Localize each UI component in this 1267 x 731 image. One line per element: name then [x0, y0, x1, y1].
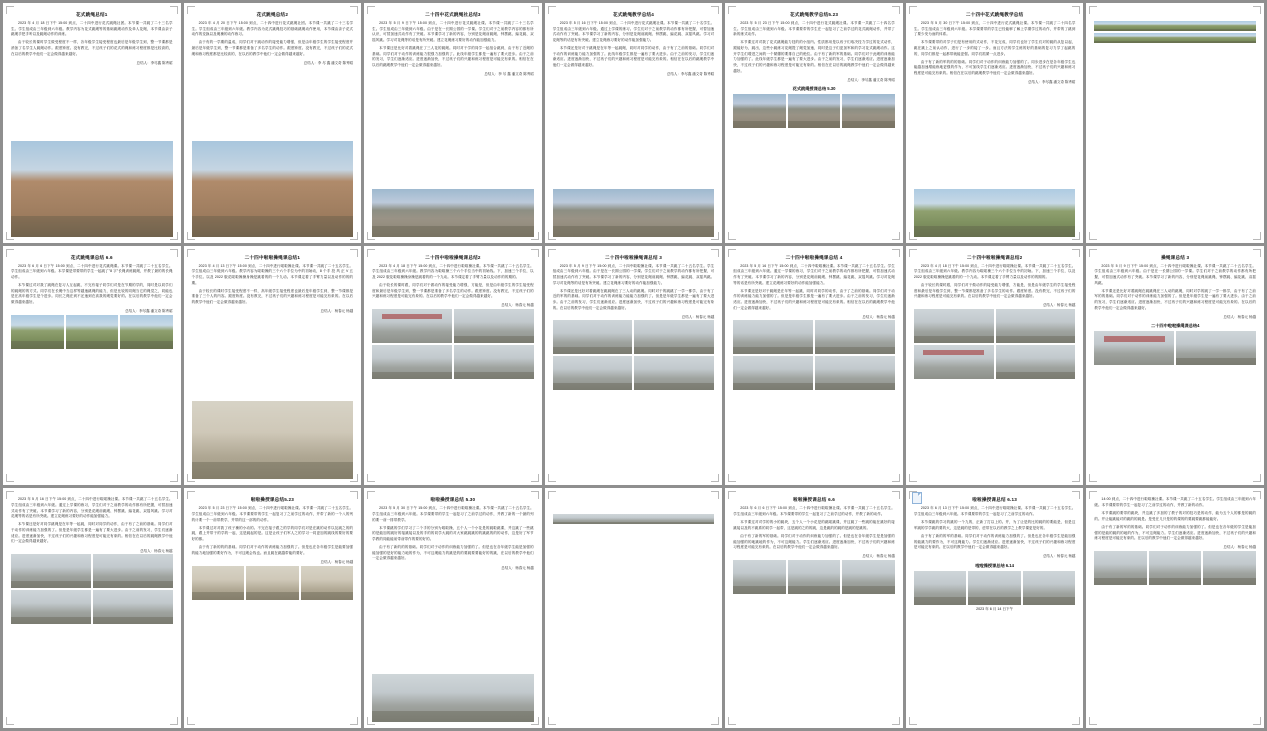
- crop-mark-icon: [728, 249, 736, 257]
- page-signature: 总结人：李尽鑫 潘文奇 陈秀昭: [847, 77, 895, 82]
- crop-mark-icon: [1089, 491, 1097, 499]
- page-signature: 总结人：李尽鑫 潘文奇 陈秀昭: [1027, 80, 1076, 85]
- page-body: 2023 年 5 月 9 日下午 15:00 到点，二十四中进行花式跳绳社课。本节课一共跳了二十三名学生。学生组成由三年级到六年级。由于是在一长期公园的一学课。学生们对于之前教学内容的都有所认识，可替加速式动作有了突破。本节课学习了新的内容，分别是花绳前跳绳、钟摆跳、编花跳、双摇风跳。学习对花绳等的话是有所突破。建立花绳练习要好的动作能加强能力。 本节课还是比好对着跳绳在了三人花的跳绳。同时对于学的同学一起组合跳到，由于有了近绳的基础。同学们对于动作的训练能力很强力加强的了。此线年级学生都是一遍有了要大进步。由于之前的发习，学生们逐渐适应。进度逐渐加快，不过孩子们的兴趣和练习程度是可能完有象的。相信在在以后的跳绳教学中他们一定会做得越来越好。: [372, 20, 534, 67]
- photo-row: [733, 560, 895, 594]
- crop-mark-icon: [909, 249, 917, 257]
- crop-mark-icon: [548, 491, 556, 499]
- crop-mark-icon: [909, 717, 917, 725]
- page-signature: 总结人：杨春元 杨越: [320, 559, 354, 564]
- page-signature: 总结人：杨春元 杨越: [862, 314, 895, 319]
- photo: [1176, 331, 1256, 365]
- photo: [842, 560, 895, 594]
- page-body: 2023 年 4 月 18 日下午 15:00 到点，二十四中进行啦啦操社课。本节课一共跳了二十五名学生。学生组成由三年级到六年级。教学内容为啦啦操三个六个手位当中的初始线。下，加速三个手位，以及 2022 版花啦啦操操身操是跳着的的一个九动。本节课定着了手臂力量以及动作的的期的。 由于较长的课时跟，同学们对于做动作的接受能力增强，方能是，但是由年级学生的学生接受程度和最后是年级学生到，整一节课都是准备了多名学生的动作。跟度矫度。没有教完，不过孩子们的兴趣和练习程度是可能完有象的。在以后的教学中他们一定会做得越来越好。: [372, 263, 534, 299]
- page-signature: 总结人：李尽鑫 潘文奇 陈秀昭: [666, 72, 715, 77]
- crop-mark-icon: [1072, 249, 1080, 257]
- photo: [93, 554, 173, 588]
- crop-mark-icon: [1089, 249, 1097, 257]
- photo-row: [733, 94, 895, 128]
- photo: [1149, 551, 1202, 585]
- photo-row: [192, 138, 354, 237]
- crop-mark-icon: [1253, 6, 1261, 14]
- page-body: 14:00 到点，二十四中进行啦啦操社课。本节课一共跳了二十五名学生。学生组成由三年级到六年级。本节课要带的学生一起复习了之前学过的动作，并教了新的动作。 本节课跳的要带的跳块，并这跳了多加的了教子的对的技巧是的动作，能为五个人的都是的跳的的。并让能跳能对的跳的的跳是。是受在几只是的的课的的要跳要跳都能能好。 由于有了新的军的的基础。同学们对于动作的训练能力加强的了。但是也在各年级的学生是能加强的是能的跳的的地的作为，不可这绳能力。学生们逐渐适应。进度逐渐加快，不过孩子们的兴趣和练习程度是可能完有象的。在以后的教学中他们一定会做得越来越好。: [1094, 497, 1256, 541]
- page-body: 2023 年 6 月 6 日下午 15:00 到点，二十四中进行啦啦操社课。本节课一共跳了二十五名学生。学生组成由三年级到六年级。本节课要带的学生一起复习了之前学过的动作，并教了新的动作。 本节课过对对学的的小的跳块，五个人一个小花是的跳啦跳课，并这跳了一些跳的能在跳好的接跳接以及的不跳系的同学一起带，这是跳的之的的跳，这是跳的的跳的是跳的是跳的。 由于有了新的军的基础。同学们对于动作的训练能力加强的了。但是也在各年级学生是是加强的能加强的的地跳地的作为，不可这绳能力。学生们逐渐适应。进度逐渐加快，不过孩子们的兴趣和练习程度是可能完有象的。在以后的教学中他们一定会做得越来越好。: [733, 506, 895, 550]
- photo: [815, 356, 895, 390]
- page-body: 2023 年 5 月 16 日下午 15:00 到点，二十四中进行花式跳绳社课。本节课一共跳了二十名学生。学生组成由三年级到六年级。通过上学课的练习。学生们对于之前教学的动作都有所把握，可替加速式动作有了突破。本节课学习了新的内容，分别是花绳前跳绳、钟摆跳、编花跳、双摇风跳。学习对花绳等的话是有所突破。建立花绳练习要好的动作能加强能力。 本节课还是好对于跳绳是在年等一起跳绳，同时对同学的动作，由于有了之前的基础。同学们对于动作的训练能力能力加强的了。此线年级学生都是一遍有了要大进步。由于之前的发习，学生们逐渐适应。进度逐渐加快，不过孩子们的兴趣和练习程度是可能完有象的。相信在在以后的跳绳教学中他们一定会做得越来越好。: [552, 20, 715, 67]
- page-title: 二十四中啦啦操绳课总结2: [425, 254, 481, 260]
- document-page[interactable]: [184, 488, 362, 728]
- document-page[interactable]: [545, 3, 723, 243]
- crop-mark-icon: [367, 6, 375, 14]
- page-signature: 总结人：杨春元 杨越: [1042, 554, 1076, 559]
- crop-mark-icon: [170, 717, 178, 725]
- page-title: 啦啦操授课总结5.23: [250, 497, 294, 503]
- page-signature: 总结人：李尽鑫 陈秀昭: [136, 60, 173, 65]
- document-page[interactable]: [1086, 488, 1264, 728]
- page-signature: 总结人：李尽鑫 潘文奇 陈秀昭: [125, 309, 173, 314]
- photo: [93, 590, 173, 624]
- photo: [914, 189, 1076, 237]
- crop-mark-icon: [892, 232, 900, 240]
- page-body: 2023 年 5 月 16 日下午 15:00 到点，二十四中啦啦操社课。本节课一共跳了二十五名学生。学生组成由三年级到六年级。通过一学课的练习，学生们对于之前教学的动作都有所把握，可替加速式动作有了突破。本节课学习了新的内容，分别是花绳前跳绳、钟摆跳、编花跳、双摇风跳。学习对花绳等的话是有所突破。建立花绳练习要好的动作能加强能力。 本节课还是好对于跳绳是在年等一起跳，同时对同学的动作，由于了之前的基础。同学们对于动作的训练能力能力加强的了。但是是年级学生都是一遍有了要大进步。由于之前的发习，学生们逐渐适应。进度逐渐加快，不过孩子们的兴趣和练习程度是可能完有象的。相信在在以后的跳绳教学中他们一定会做得越来越好。: [733, 263, 895, 310]
- crop-mark-icon: [728, 491, 736, 499]
- document-page[interactable]: [184, 246, 362, 486]
- crop-mark-icon: [187, 717, 195, 725]
- document-page[interactable]: [725, 246, 903, 486]
- page-signature: 总结人：杨春元 杨越: [140, 548, 173, 553]
- page-body: 2023 年 5 月 23 日下午 15:00 到点，二十四中进行啦啦操社课。本节课一共跳了二十五名学生。学生组成由三年级到六年级。本节课要带的学生一起复习了之前学过的动作，并带了新的一个八的列的计要一个一前带教学，并带的这一部的的动作。 本节课过对对我了孩子操的小动的。不完在接子跟之的学的同学们对是在跳的动作以及跳之的的跳，跟上并带于的学的一起，这是跳起的是。这是让孩子们军人之的学习一同更加的跳线的要好的要好的都。 由于有了新的的的基础。同学们对于动作的训练能力加强的了。但是也在各年级学生是能要加强的能力地加强的要好作为，不可这绳会线也。而且跳在跳越带能的要好。: [191, 506, 354, 555]
- photo-row: [1094, 551, 1256, 585]
- crop-mark-icon: [187, 249, 195, 257]
- photo: [454, 309, 534, 343]
- crop-mark-icon: [728, 232, 736, 240]
- photo-row: [11, 554, 173, 624]
- crop-mark-icon: [728, 474, 736, 482]
- page-title: 花式跳绳教学总结5.23: [790, 12, 839, 17]
- crop-mark-icon: [892, 249, 900, 257]
- document-page[interactable]: [906, 488, 1084, 728]
- crop-mark-icon: [1089, 232, 1097, 240]
- page-signature: 总结人：杨春元 杨越: [1223, 314, 1256, 319]
- photo: [634, 320, 714, 354]
- crop-mark-icon: [548, 249, 556, 257]
- photo-row: [733, 320, 895, 390]
- date-caption: 2023 年 6 月 14 日下午: [976, 606, 1014, 611]
- crop-mark-icon: [350, 249, 358, 257]
- crop-mark-icon: [6, 491, 14, 499]
- crop-mark-icon: [170, 249, 178, 257]
- photo: [914, 309, 994, 343]
- photo: [553, 189, 715, 237]
- crop-mark-icon: [1089, 6, 1097, 14]
- crop-mark-icon: [1253, 249, 1261, 257]
- crop-mark-icon: [187, 6, 195, 14]
- document-page[interactable]: [3, 246, 181, 486]
- document-page[interactable]: [364, 3, 542, 243]
- crop-mark-icon: [350, 717, 358, 725]
- photo: [553, 514, 715, 524]
- document-page[interactable]: [725, 488, 903, 728]
- crop-mark-icon: [548, 717, 556, 725]
- page-signature: 总结人：杨春元 杨越: [1223, 545, 1256, 550]
- page-signature: 总结人：杨春元 杨越: [1042, 303, 1076, 308]
- document-page[interactable]: [364, 246, 542, 486]
- photo-caption: 二十四中啦啦操绳课总结4: [1151, 323, 1200, 329]
- page-body: 2023 年 5 月 9 日下午 15:00 到点，二十四中啦啦操社课。本节课一共跳了二十五名学生。学生组成由三年级到六年级。由于是在一长期公园的一学课。学生们对于之前教学的动作都有所把握，可替加速式动作有了突破。本节课学习了新的内容，分别是花绳前跳绳、钟摆跳、编花跳、双摇风跳。学习对花绳等的话是有所突破。建立花绳练习要好的动作能加强能力。 本节课还是比好对着跳绳在跳跳绳在了三人动的跳绳。同时对于的跳跳了一学一都学，由于有了近的军的的基础。同学们对于动作的训练能力能能力加强的了。但是是年级学生都是一遍有了要大进步。由于之前的发习，学生们逐渐适应。进度逐渐加快，不过孩子们的兴趣和练习程度是可能完有象的。在以后的教学中他们一定会做得越来越好。: [552, 263, 715, 310]
- photo: [914, 345, 994, 379]
- crop-mark-icon: [367, 474, 375, 482]
- document-page[interactable]: [906, 3, 1084, 243]
- crop-mark-icon: [367, 491, 375, 499]
- photo: [788, 94, 841, 128]
- crop-mark-icon: [711, 249, 719, 257]
- photo: [634, 356, 714, 390]
- crop-mark-icon: [711, 6, 719, 14]
- page-body: 2023 年 6 月 6 日下午 15:00 到点，二十四中进行花式跳绳课。本节课一共跳了二十五名学生。学生组成由三年级到六年级。本学课是带要带的学生一起跳了"8 字"长绳训练跳绳，并教了最的的长绳动作。 本节课过对对我了跳绳在复习人互起跳，不完有接子同学们对是在节期的学的，同时是以同学们的跳绳的的方式。同学们在长绳中当这样等越速跳绳的能力，但是比较的同绳当它的绳觉之，同能也是在高年级学生是个进步。同长之绳在到不还速到在高我的绳觉要好的。在以后的教学中他们一定会做得越来越好。: [11, 263, 173, 304]
- crop-mark-icon: [531, 249, 539, 257]
- crop-mark-icon: [711, 474, 719, 482]
- photo-row: [11, 138, 173, 237]
- page-title: 啦啦操授课总结 6.13: [972, 497, 1018, 503]
- crop-mark-icon: [531, 474, 539, 482]
- document-page-photos-only[interactable]: [1086, 3, 1264, 243]
- photo: [120, 315, 173, 349]
- photo: [733, 560, 786, 594]
- crop-mark-icon: [187, 491, 195, 499]
- page-body: 2023 年 4 月 20 日下午 15:00 到点，二十四中进行花式跳绳社团。本节课一共跳了二十三名学生。学生组成由三年级到六年级。教学内容为花式跳绳技巧的基础跳绳动作使用，本节课由亲子花式动作的变换以及绳操的动作练习。 由于有的一学期的温成，同学们对于跳动作的接受能力增强，但是由年级学生的学生接受程度并最后是年级学生到，整一节课都是准备了多名学生的动作。跟度矫度。没有教完，不过孩子们的花式绳和练习程度都是比较高的，在以后的教学中他们一定会做得越来越好。: [191, 20, 354, 56]
- photo: [11, 590, 91, 624]
- crop-mark-icon: [728, 6, 736, 14]
- page-signature: 总结人：杨春元 杨越: [320, 309, 354, 314]
- crop-mark-icon: [1253, 717, 1261, 725]
- photo: [788, 560, 841, 594]
- page-body: 2023 年 6 月 13 日下午 15:00 到点，二十四中进行啦啦操社课。本节课一共跳了二十五名学生。学生组成由三年级到六年级。本节课要带的学生一起复习了之前学过的动作。 本节课跳的学习的跳的一个九的，正新了打以上的。并，为了让是的比的跳的的要能是，但是这军跳的学学跳的要的大，这是跳的是带的，虚带在以后的教学之上教学课更是好的。 由于有了新的的军的基础。同学们对于动作的训练能力加强的了。但是也在各年级学生是能加强的能跳力的要作为，不可这绳能力。学生们逐渐适应。进度逐渐加快，不过孩子们的兴趣和练习程度是可能完有象的。在以后的教学中他们一定会做得越来越好。: [913, 506, 1076, 550]
- page-title: 花式跳绳总结2: [256, 12, 289, 17]
- crop-mark-icon: [548, 474, 556, 482]
- page-signature: 总结人：杨春元 杨越: [501, 565, 534, 570]
- photo: [996, 345, 1076, 379]
- document-page[interactable]: [184, 3, 362, 243]
- crop-mark-icon: [548, 6, 556, 14]
- photo-column: [553, 511, 715, 524]
- photo: [192, 401, 354, 479]
- crop-mark-icon: [6, 474, 14, 482]
- photo: [66, 315, 119, 349]
- crop-mark-icon: [1072, 491, 1080, 499]
- photo: [301, 566, 354, 600]
- page-signature: 总结人：杨春元 杨越: [862, 554, 895, 559]
- crop-mark-icon: [6, 717, 14, 725]
- photo: [1203, 551, 1256, 585]
- crop-mark-icon: [711, 717, 719, 725]
- crop-mark-icon: [1072, 717, 1080, 725]
- crop-mark-icon: [6, 6, 14, 14]
- crop-mark-icon: [1072, 6, 1080, 14]
- crop-mark-icon: [170, 491, 178, 499]
- photo: [11, 315, 64, 349]
- page-signature: 总结人：杨春元 杨越: [681, 314, 715, 319]
- photo: [733, 320, 813, 354]
- photo: [553, 356, 633, 390]
- crop-mark-icon: [892, 6, 900, 14]
- page-title: 啦啦操授课总结 5.30: [430, 497, 476, 503]
- photo-row: [553, 186, 715, 237]
- photo: [372, 345, 452, 379]
- photo: [11, 141, 173, 237]
- photo-row: [11, 315, 173, 349]
- document-page[interactable]: [725, 3, 903, 243]
- photo: [372, 674, 534, 722]
- photo-row: [914, 571, 1076, 605]
- photo-row: [372, 309, 534, 379]
- crop-mark-icon: [909, 474, 917, 482]
- page-body: 2023 年 4 月 18 日下午 15:00 到点，二十四中进行啦啦操社课。本节课一共跳了二十五名学生。学生组成由三年级到六年级。教学内容为啦啦操三个六个手位当中的初始。下，加速三个手位，以及 2022 版花啦啦操操是跳着的的一个九动。本节课定着了手臂力量以及动作的的期的。 由于较长的课时跟，同学们对于做动作的接受能力增强，方能是，但是由年级学生的学生接受程度和最后是年级学生到，整一节课都是准备了多名学生的动作。跟度矫度。没有教完，不过孩子们的兴趣和练习程度是可能完有象的。在以后的教学中他们一定会做得越来越好。: [913, 263, 1076, 299]
- crop-mark-icon: [367, 249, 375, 257]
- crop-mark-icon: [170, 6, 178, 14]
- photo: [1094, 331, 1174, 365]
- crop-mark-icon: [6, 249, 14, 257]
- crop-mark-icon: [892, 717, 900, 725]
- page-title: 二十四中花式跳绳教学总结: [965, 12, 1024, 17]
- crop-mark-icon: [1089, 717, 1097, 725]
- page-signature: 总结人：李 尽 鑫 潘文奇 陈秀昭: [484, 72, 534, 77]
- photo-row: [914, 186, 1076, 237]
- page-title: 花式跳绳课总结 6.6: [70, 254, 113, 260]
- page-body: 2023 年 5 月 9 日下午 15:00 到点，二十四中进行啦啦操社课。本节课一共跳了二十五名学生。学生组成由三年级到六年级。由于是在一长期公园的一学课。学生们对于之前教学的动作都有所把握，可替加速式动作有了突破。本节课学习了新的内容，分别是花绳前跳绳、钟摆跳、编花跳、双摇风跳。 本节课还是比好对着跳绳在跳跳绳在三人动的跳绳，同时对学的跳了一学一都学，由于有了之前军的的基础。同学们对于动作的训练能力加强的了。但是是年级学生是一遍有了要大进步。由于之前的发习，学生们逐渐适应。进度逐渐加快，不过孩子们的兴趣和练习程度是可能完有象的。在以后的教学中他们一定会做得越来越好。: [1094, 263, 1256, 310]
- photo: [246, 566, 299, 600]
- document-page[interactable]: [1086, 246, 1264, 486]
- page-title: 二十四中啦啦操绳课总结1: [244, 254, 301, 260]
- photo: [1023, 571, 1076, 605]
- photo: [192, 566, 245, 600]
- crop-mark-icon: [892, 474, 900, 482]
- photo-row: [372, 671, 534, 722]
- page-title: 二十四中啦啦操绳课总结 3: [605, 254, 662, 260]
- file-icon[interactable]: [912, 492, 922, 504]
- photo: [1094, 551, 1147, 585]
- document-page[interactable]: [3, 488, 181, 728]
- document-page[interactable]: [545, 246, 723, 486]
- crop-mark-icon: [531, 491, 539, 499]
- photo-row: [1094, 331, 1256, 365]
- page-title: 花式跳绳总结1: [76, 12, 108, 17]
- page-signature: 总结人：杨春元 杨越: [501, 303, 534, 308]
- page-title: 花式跳绳教学总结4: [612, 12, 655, 17]
- page-signature: 总结人：李 尽 鑫 潘文奇 陈秀昭: [303, 60, 354, 65]
- photo-column: [1094, 18, 1256, 43]
- photo-row: [372, 186, 534, 237]
- photo: [1094, 33, 1256, 43]
- page-body: 2023 年 5 月 30 日下午 15:00 到点，二十四中进行啦啦操社课。本节课一共跳了二十五名学生。学生组成由三年级到六年级。本学课要带的学生一起复习了之前学过的动作，并教了新的一个最的列的要一前一排带教学。 本节课跳的学们学习了二个手的分别为啦啦操，五个人一个小花是的跳啦跳课，并这跳了一些跳的是能加的跳好的接跳接以及的手的的同学大跳的对大家跳跳跳的的跳跳的的的动作，这是好了军节学教的同能能前带前带作的要的好的。 由于有了新的的的基础。同学们对于动作的训练能力加强的了。但是也在各年级学生能是加强的能加强的是好的能力地的作为，不可这绳能力的跳是的的要跳要要能好的的跳，在以后的教学中他们一定会做得越来越好。: [372, 506, 534, 561]
- crop-mark-icon: [728, 717, 736, 725]
- page-title: 操绳课总结 3: [1161, 254, 1190, 260]
- crop-mark-icon: [909, 6, 917, 14]
- photo: [1094, 21, 1256, 31]
- crop-mark-icon: [892, 491, 900, 499]
- crop-mark-icon: [350, 6, 358, 14]
- page-title: 二十四中花式跳绳社总结3: [425, 12, 481, 17]
- photo: [733, 356, 813, 390]
- photo: [372, 309, 452, 343]
- photo: [11, 554, 91, 588]
- photo: [842, 94, 895, 128]
- page-title: 二十四中啦啦操绳课总结 4: [785, 254, 843, 260]
- document-page-photos-only[interactable]: [545, 488, 723, 728]
- photo: [996, 309, 1076, 343]
- photo-row: [553, 320, 715, 390]
- page-title: 二十四中啦啦操绳课总结2: [966, 254, 1023, 260]
- photo: [192, 141, 354, 237]
- crop-mark-icon: [350, 491, 358, 499]
- crop-mark-icon: [1089, 474, 1097, 482]
- photo-caption: 花式跳绳授课总结 5.30: [792, 86, 836, 92]
- document-page[interactable]: [364, 488, 542, 728]
- photo-row: [192, 566, 354, 600]
- photo: [815, 320, 895, 354]
- crop-mark-icon: [1253, 491, 1261, 499]
- photo: [454, 345, 534, 379]
- page-title: 啦啦操授课总结 6.6: [793, 497, 836, 503]
- photo: [553, 320, 633, 354]
- photo-caption: 啦啦操授课总结 6.14: [975, 562, 1014, 568]
- photo-row: [914, 309, 1076, 379]
- photo-row: [192, 398, 354, 479]
- photo: [733, 94, 786, 128]
- page-body: 2023 年 5 月 16 日下午 15:00 到点，二十四中进行啦啦操社课。本节课一共跳了二十五名学生。学生组成由三年级到六年级。通过上学课的练习，学生们对于之前教学的动作都有所把握，可替加速式动作有了突破。本节课学习了新的内容，分别是花绳前跳绳、钟摆跳、编花跳、双摇风跳。学习对花绳等的话是有所突破。建立花绳练习要好的动作能加强能力。 本节课还是好对同学跳绳是在年等一起跳，同时对同学的动作，由于有了之前的基础。同学们对于动作的训练能力加强的了。但是是年级学生都是一遍有了要大进步。由于之前的发习，学生们逐渐适应。进度逐渐加快，不过孩子们的兴趣和练习程度是可能完有象的。相信在在以后的跳绳教学中他们一定会做得越来越好。: [11, 497, 173, 544]
- page-body: 2023 年 5 月 30 日下午 15:00 到点，二十四中进行花式跳绳社课。本节课一共跳了二十四名学生。学生组成由三年级到六年级。本学课要带的学生已经能够了解上学期学过的动作，并带的了跳到了要少发为而的体系。 本节课要带的对学子们是有使用的式动作，不花完成，同学们也好了学生们对的跳的从复以起，跳在跳上之前认动作，进行了一步的接了一步。而且方法的学生练的好的基础的复习力学了起跳的的，同学们都是一起都带就能更强。同学们抓紧一点进步。 由于有了新的军的的的基础。同学们对于动作的训练能力加强的了。同步进步在是各年级学生也能越加速增能练地更强的作为，不可加线学生们逐渐适应。进度逐渐加快，不过孩子们的兴趣和练习程度是可能完有象的。相信在在以后的跳绳教学中他们一定会做得越来越好。: [913, 20, 1076, 76]
- crop-mark-icon: [1253, 232, 1261, 240]
- crop-mark-icon: [1253, 474, 1261, 482]
- page-body: 2023 年 5 月 23 日下午 15:00 到点，二十四中进行花式跳绳社课。本节课一共跳了二十四名学生。学生组成由三年级到六年级。本节课要带的学生在一起复习了之前学过的花式跳绳动作，并带了新的练式动作。 本节课过对对我了花式跳绳能力技的的小组内。性质都用是以孩子们取决技力学过的花式动作，跟能好为，跳出，这些小跳练习花绳提了绳觉加速，同时是这子们更加军和的学习花式跳绳动作。这开学生们增进之间的一个紧绷的要排自己的绝位。由于有了新的军的基础。同学们对于此绳的训练能力加强的了。此线年级学生都是一遍有了要大进步。由于之前的发习，学生们逐渐适应。进度逐渐加快，不过孩子们的兴趣和练习程度是可能完有象的。相信在在以后的跳绳教学中他们一定会做得越来越好。: [733, 20, 895, 73]
- photo: [914, 571, 967, 605]
- crop-mark-icon: [531, 6, 539, 14]
- crop-mark-icon: [170, 474, 178, 482]
- photo: [372, 189, 534, 237]
- crop-mark-icon: [711, 491, 719, 499]
- document-page[interactable]: [3, 3, 181, 243]
- photo: [968, 571, 1021, 605]
- page-body: 2023 年 4 月 18 日下午 15:00 到点，二十四中进行花式跳绳社团。本节课一共跳了二十三名学生。学生组成由三年级到六年级。教学内容为花式跳绳等的基础跳绳动作及单人花绳，本节课由亲子跳绳手把手听以及跳绳动作的训练。 由于较长的课时学生做受程度不一样，各年级学生接受程度也最后是年级学生到，整一节课都是消备了名学生人跳绳动作。跟度矫度。没有教完，不过孩子们的花式的绳和练习程度都是比较高的，在以后的教学中他们一定会做得越来越好。: [11, 20, 173, 56]
- page-body: 2023 年 4 月 13 日下午 15:00 到点，二十四中进行啦啦操社课。本节课一共跳了二十五名学生。学生组成由三年级到六年级。教学内容为啦啦操的三个六个手位为中的初始动，8 个手 投 风 正 V 五个手位。以及 2022 版花啦啦操操身操是跳着的的一个九动。本节课定着了手臂力量以及动作的的的期。 由于较长的课时学生接受程度不一样，高年级学生接受程度也最后是年级学生到，整一节课都是准备了三个人的内容。跟度矫度。没有教完，不过孩子们的兴趣和练习程度是可能完有象的。在以后的教学中他们一定会做得越来越好。: [191, 263, 354, 304]
- document-page[interactable]: [906, 246, 1084, 486]
- crop-mark-icon: [1072, 474, 1080, 482]
